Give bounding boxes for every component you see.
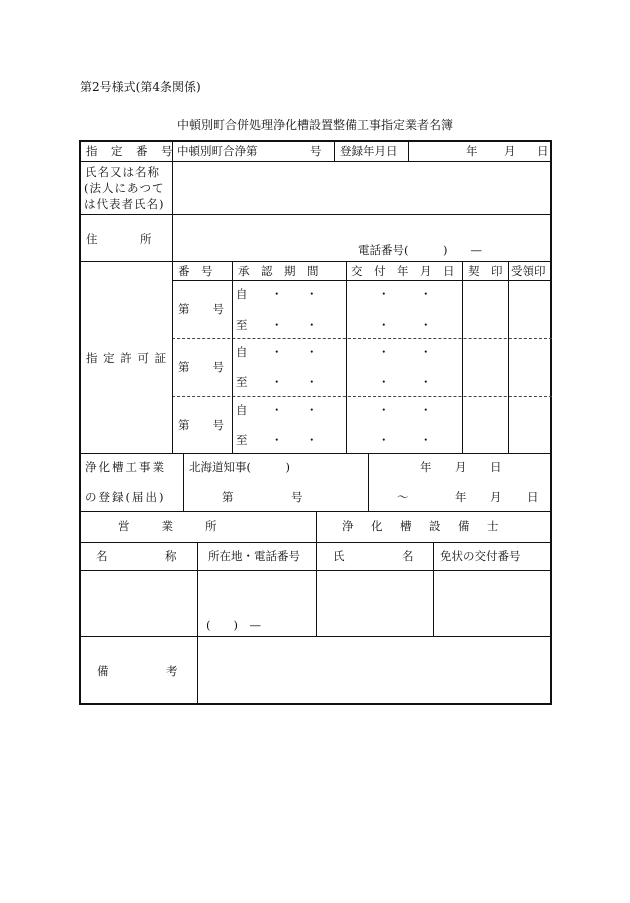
- row-divider: [79, 453, 552, 454]
- date-separator: ・: [271, 433, 283, 447]
- date-separator: ・: [378, 433, 390, 447]
- date-separator: ・: [271, 375, 283, 389]
- registration-date-label: 登録年月日: [340, 144, 398, 158]
- row-divider: [79, 636, 552, 637]
- col-license-number: 免状の交付番号: [440, 549, 521, 563]
- permit-header-period: 承 認 期 間: [238, 264, 319, 278]
- date-separator: ・: [378, 318, 390, 332]
- date-separator: ・: [306, 433, 318, 447]
- registration-year: 年: [420, 460, 432, 474]
- registration-day: 日: [490, 460, 502, 474]
- governor-field: 北海道知事( ): [189, 460, 290, 474]
- date-separator: ・: [420, 318, 432, 332]
- permit-label: 指 定 許 可 証: [86, 351, 168, 365]
- col-engineer-name: 氏 名: [333, 549, 414, 563]
- name-label-line2: (法人にあつて: [84, 181, 165, 195]
- col-divider: [316, 511, 317, 636]
- date-separator: ・: [378, 287, 390, 301]
- col-divider: [172, 140, 173, 453]
- period-to: 至: [236, 318, 248, 332]
- permit-number: 第 号: [178, 418, 224, 432]
- date-separator: ・: [378, 375, 390, 389]
- col-divider: [433, 542, 434, 636]
- row-divider: [79, 261, 552, 262]
- reg-year: 年: [466, 144, 478, 158]
- date-separator: ・: [420, 345, 432, 359]
- period-from: 自: [236, 403, 248, 417]
- form-number: 第2号様式(第4条関係): [80, 80, 201, 94]
- address-label: 住 所: [86, 232, 154, 246]
- col-divider: [508, 261, 509, 453]
- date-separator: ・: [378, 403, 390, 417]
- designation-number-suffix: 号: [310, 144, 322, 158]
- date-separator: ・: [271, 345, 283, 359]
- engineer-header: 浄 化 槽 設 備 士: [342, 519, 502, 533]
- col-divider: [334, 140, 335, 161]
- permit-block-divider: [172, 338, 552, 339]
- registration-label-line1: 浄化槽工事業: [85, 460, 166, 474]
- permit-header-number: 番 号: [178, 264, 213, 278]
- date-separator: ・: [306, 375, 318, 389]
- col-office-location: 所在地・電話番号: [208, 549, 300, 563]
- date-separator: ・: [306, 403, 318, 417]
- col-divider: [346, 261, 347, 453]
- period-from: 自: [236, 345, 248, 359]
- registration-number: 第 号: [222, 490, 303, 504]
- registration-label-line2: の登録(届出): [85, 490, 166, 504]
- registration-month-end: 月: [490, 490, 502, 504]
- row-divider: [79, 214, 552, 215]
- col-divider: [232, 261, 233, 453]
- permit-number: 第 号: [178, 360, 224, 374]
- date-separator: ・: [420, 287, 432, 301]
- registration-month: 月: [455, 460, 467, 474]
- registration-tilde: 〜: [397, 490, 409, 504]
- name-label-line1: 氏名又は名称: [85, 165, 160, 179]
- date-separator: ・: [420, 403, 432, 417]
- permit-header-issue-date: 交 付 年 月 日: [351, 264, 455, 278]
- office-phone-placeholder: ( ) —: [206, 618, 261, 632]
- period-to: 至: [236, 433, 248, 447]
- col-divider: [408, 140, 409, 161]
- date-separator: ・: [271, 403, 283, 417]
- col-divider: [462, 261, 463, 453]
- designation-number-label: 指 定 番 号: [86, 144, 174, 158]
- col-office-name: 名 称: [96, 549, 177, 563]
- phone-number-field: 電話番号( ) —: [358, 243, 482, 257]
- date-separator: ・: [271, 287, 283, 301]
- col-divider: [368, 453, 369, 511]
- registration-year-end: 年: [455, 490, 467, 504]
- date-separator: ・: [306, 318, 318, 332]
- page-title: 中頓別町合併処理浄化槽設置整備工事指定業者名簿: [176, 118, 453, 132]
- date-separator: ・: [420, 375, 432, 389]
- row-divider: [172, 280, 552, 281]
- office-header: 営 業 所: [118, 519, 220, 533]
- registration-day-end: 日: [527, 490, 539, 504]
- date-separator: ・: [306, 345, 318, 359]
- permit-number: 第 号: [178, 302, 224, 316]
- col-divider: [183, 453, 184, 511]
- row-divider: [79, 161, 552, 162]
- date-separator: ・: [378, 345, 390, 359]
- period-from: 自: [236, 287, 248, 301]
- permit-block-divider: [172, 396, 552, 397]
- permit-header-seal: 契 印: [468, 264, 503, 278]
- name-label-line3: は代表者氏名): [84, 197, 165, 211]
- date-separator: ・: [420, 433, 432, 447]
- col-divider: [197, 542, 198, 705]
- reg-month: 月: [504, 144, 516, 158]
- permit-header-receipt-seal: 受領印: [511, 264, 546, 278]
- remarks-label: 備 考: [97, 664, 178, 678]
- date-separator: ・: [306, 287, 318, 301]
- designation-number-prefix: 中頓別町合浄第: [177, 144, 258, 158]
- reg-day: 日: [537, 144, 549, 158]
- period-to: 至: [236, 375, 248, 389]
- date-separator: ・: [271, 318, 283, 332]
